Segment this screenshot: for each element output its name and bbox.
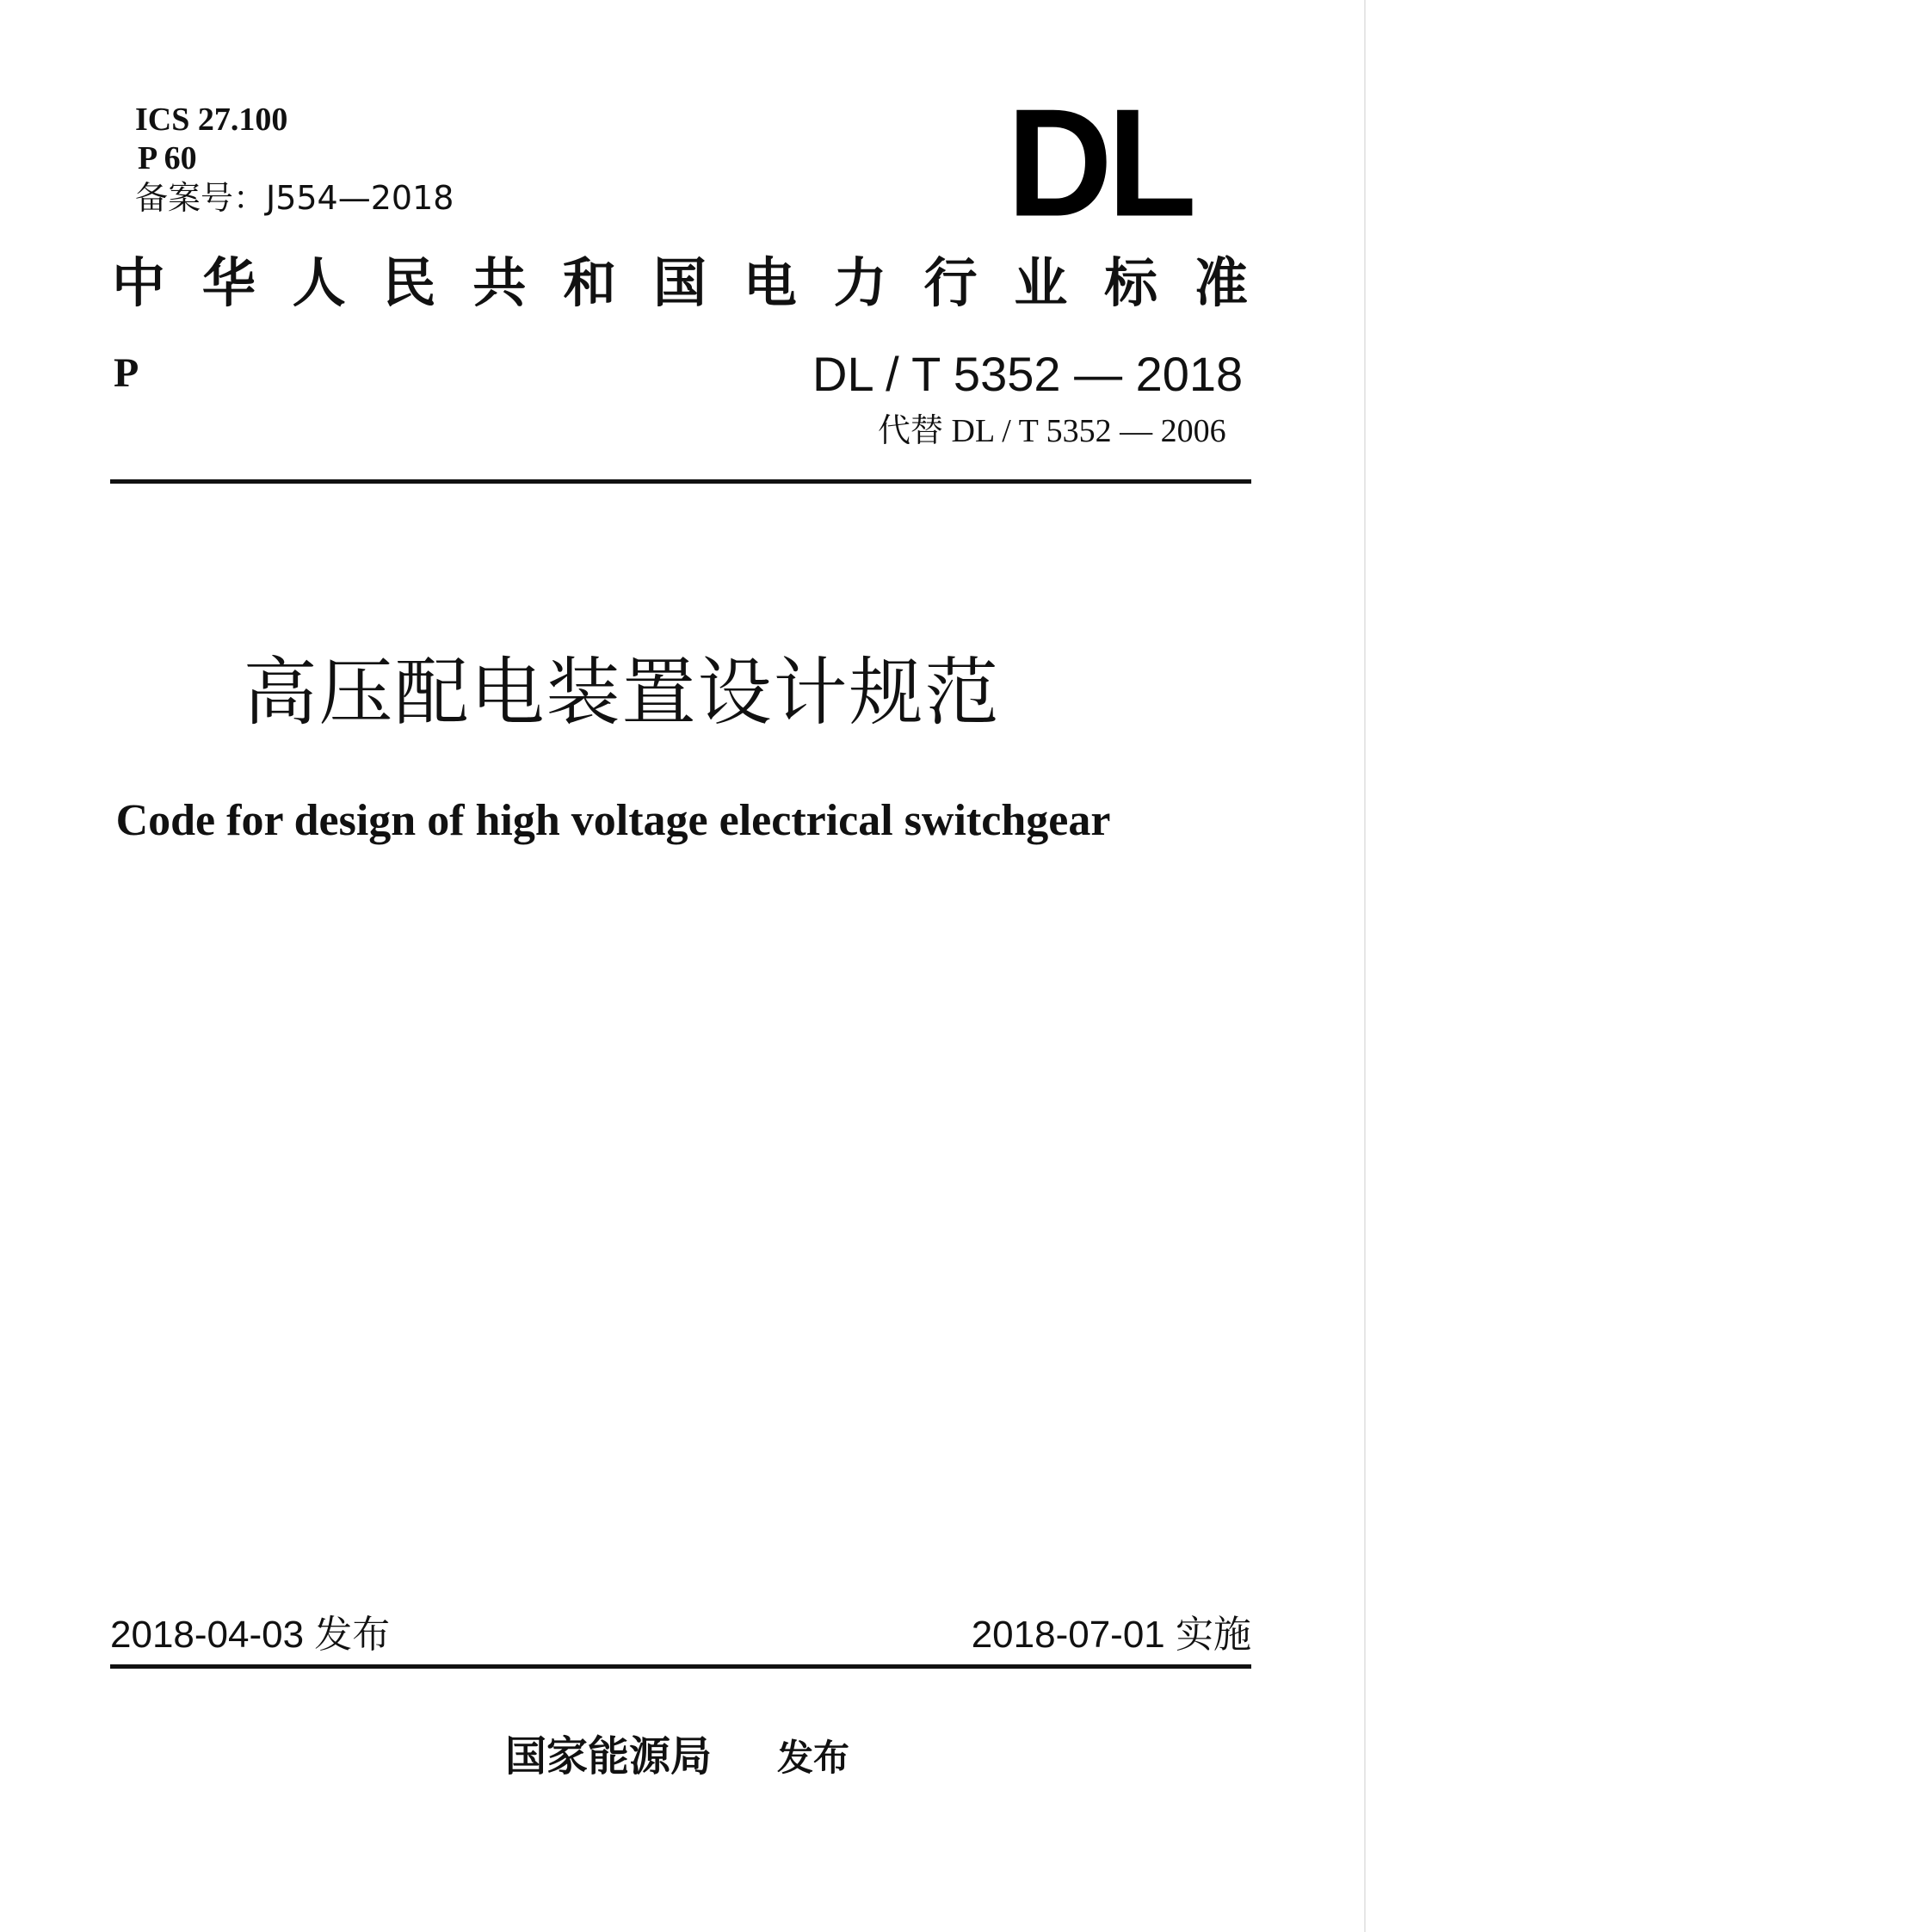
- issuing-verb: 发布: [777, 1737, 850, 1779]
- replaces-standard: 代替 DL / T 5352 — 2006: [878, 413, 1226, 449]
- industry-title-char: 业: [1014, 251, 1068, 314]
- industry-standard-title: [112, 251, 1248, 314]
- industry-title-char: 电: [743, 251, 797, 314]
- top-divider: [110, 479, 1251, 484]
- industry-title-char: 行: [923, 251, 978, 314]
- bottom-divider: [110, 1664, 1251, 1669]
- industry-title-char: 力: [833, 251, 887, 314]
- issuing-authority: 国家能源局: [505, 1732, 713, 1781]
- dl-logo: [1007, 77, 1231, 250]
- industry-title-char: 和: [563, 251, 617, 314]
- grade-mark: P: [114, 350, 139, 396]
- implementation-date: 2018-07-01 实施: [971, 1614, 1251, 1656]
- page-edge: [1364, 0, 1366, 1932]
- industry-title-char: 民: [382, 251, 436, 314]
- ics-code: ICS 27.100: [135, 102, 288, 138]
- document-title-en: Code for design of high voltage electrical switchgear: [115, 796, 1111, 845]
- industry-title-char: 标: [1104, 251, 1158, 314]
- classification-code: P 60: [138, 140, 197, 176]
- industry-title-char: 准: [1194, 251, 1248, 314]
- industry-title-char: 国: [652, 251, 707, 314]
- industry-title-char: 人: [292, 251, 346, 314]
- standard-number: DL / T 5352 — 2018: [812, 347, 1244, 401]
- filing-number: 备案号：J554—2018: [135, 179, 454, 217]
- issue-date: 2018-04-03 发布: [110, 1614, 391, 1656]
- industry-title-char: 华: [201, 251, 256, 314]
- industry-title-char: 中: [112, 251, 166, 314]
- document-title-cn: 高压配电装置设计规范: [243, 650, 1001, 736]
- dl-logo-text: DL: [1007, 77, 1192, 250]
- industry-title-char: 共: [472, 251, 527, 314]
